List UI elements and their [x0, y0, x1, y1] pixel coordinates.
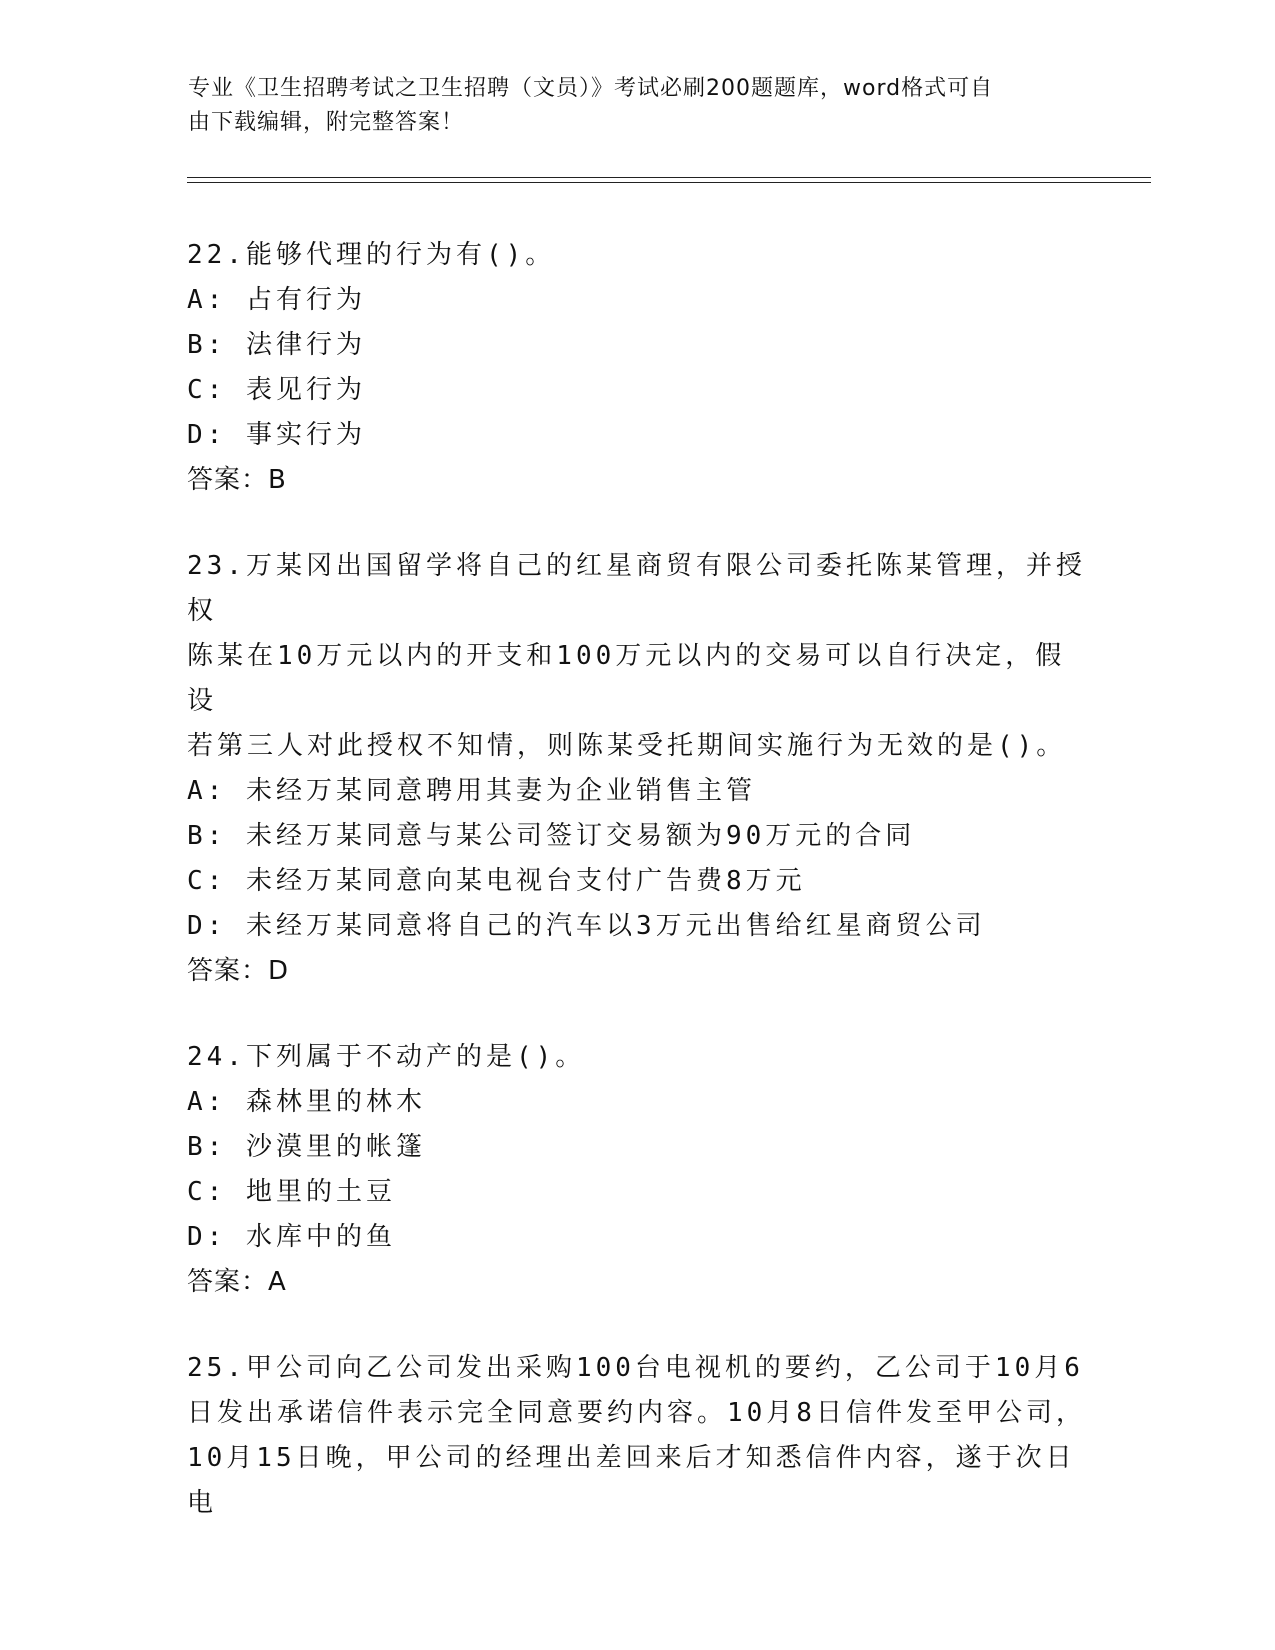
- option-b: B: 沙漠里的帐篷: [187, 1132, 426, 1162]
- header-divider-top: [187, 177, 1151, 178]
- header-line-1: 专业《卫生招聘考试之卫生招聘（文员）》考试必刷200题题库，word格式可自: [188, 76, 994, 101]
- question-23: [187, 544, 1087, 994]
- question-text-line-2: 日发出承诺信件表示完全同意要约内容。10月8日信件发至甲公司，: [187, 1398, 1086, 1428]
- question-list: [187, 233, 1087, 1567]
- option-d: D: 事实行为: [187, 420, 366, 450]
- question-text-line-1: 25.甲公司向乙公司发出采购100台电视机的要约，乙公司于10月6: [187, 1353, 1084, 1383]
- option-d: D: 未经万某同意将自己的汽车以3万元出售给红星商贸公司: [187, 911, 986, 941]
- answer: 答案：A: [187, 1267, 287, 1297]
- option-b: B: 未经万某同意与某公司签订交易额为90万元的合同: [187, 821, 916, 851]
- question-22: [187, 233, 1087, 503]
- question-text-line-3: 10月15日晚，甲公司的经理出差回来后才知悉信件内容，遂于次日电: [187, 1443, 1076, 1518]
- option-a: A: 未经万某同意聘用其妻为企业销售主管: [187, 776, 756, 806]
- question-25: [187, 1346, 1087, 1526]
- question-text-line-1: 23.万某冈出国留学将自己的红星商贸有限公司委托陈某管理，并授权: [187, 551, 1086, 626]
- option-a: A: 占有行为: [187, 285, 366, 315]
- option-d: D: 水库中的鱼: [187, 1222, 396, 1252]
- question-text-line-3: 若第三人对此授权不知情，则陈某受托期间实施行为无效的是()。: [187, 731, 1067, 761]
- answer: 答案：D: [187, 956, 290, 986]
- option-c: C: 未经万某同意向某电视台支付广告费8万元: [187, 866, 806, 896]
- header-line-2: 由下载编辑，附完整答案！: [188, 110, 465, 135]
- option-a: A: 森林里的林木: [187, 1087, 426, 1117]
- option-b: B: 法律行为: [187, 330, 366, 360]
- option-c: C: 地里的土豆: [187, 1177, 396, 1207]
- option-c: C: 表见行为: [187, 375, 366, 405]
- document-header: [188, 72, 1068, 140]
- question-24: [187, 1035, 1087, 1305]
- answer: 答案：B: [187, 465, 287, 495]
- question-text: 22.能够代理的行为有()。: [187, 240, 556, 270]
- header-divider-bottom: [187, 182, 1151, 183]
- question-text-line-2: 陈某在10万元以内的开支和100万元以内的交易可以自行决定，假设: [187, 641, 1066, 716]
- question-text: 24.下列属于不动产的是()。: [187, 1042, 586, 1072]
